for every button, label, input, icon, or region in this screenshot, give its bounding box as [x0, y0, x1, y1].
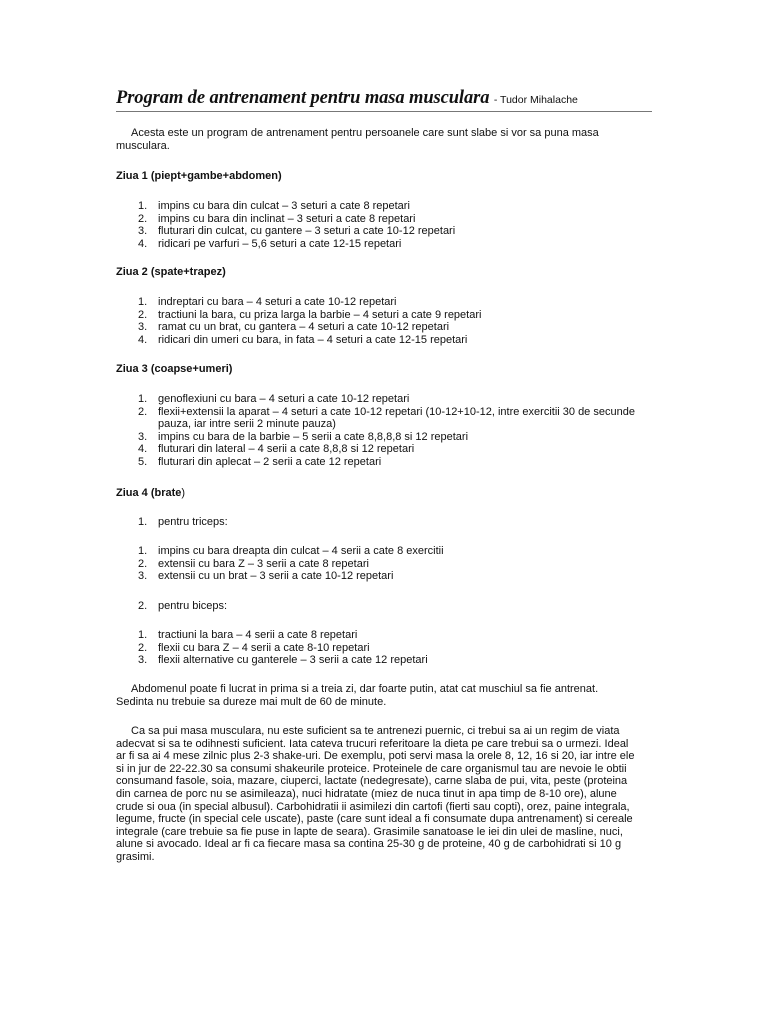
- biceps-list: [116, 629, 636, 667]
- list-item: 2. tractiuni la bara, cu priza larga la barbie – 4 seturi a cate 9 repetari: [138, 308, 482, 321]
- day-4-heading: Ziua 4 (brate): [116, 487, 186, 499]
- list-item: 5. fluturari din aplecat – 2 serii a cate 12 repetari: [138, 455, 382, 468]
- biceps-label: [116, 600, 636, 613]
- list-item: 4. ridicari pe varfuri – 5,6 seturi a cate 12-15 repetari: [138, 237, 402, 250]
- list-item: 1. impins cu bara dreapta din culcat – 4 serii a cate 8 exercitii: [138, 545, 444, 557]
- list-item: 2. flexii+extensii la aparat – 4 seturi a cate 10-12 repetari (10-12+10-12, intre exercitii 30 de secunde pauza, iar intre serii 2 minute pauza): [138, 405, 635, 431]
- list-item: 3. impins cu bara de la barbie – 5 serii a cate 8,8,8,8 si 12 repetari: [138, 430, 469, 443]
- list-item: 1. tractiuni la bara – 4 serii a cate 8 repetari: [138, 629, 358, 641]
- day-2-heading: Ziua 2 (spate+trapez): [116, 266, 226, 278]
- day-1-list: [116, 200, 636, 250]
- list-item: 2. extensii cu bara Z – 3 serii a cate 8 repetari: [138, 557, 369, 570]
- list-item: 4. ridicari din umeri cu bara, in fata – 4 seturi a cate 12-15 repetari: [138, 333, 468, 346]
- document-title: Program de antrenament pentru masa musculara: [116, 88, 490, 108]
- abdomen-note: Abdomenul poate fi lucrat in prima si a treia zi, dar foarte putin, atat cat muschiul sa fie antrenat. Sedinta nu trebuie sa dureze mai mult de 60 de minute.: [116, 683, 599, 708]
- list-item: 2. impins cu bara din inclinat – 3 seturi a cate 8 repetari: [138, 212, 416, 225]
- list-item: 4. fluturari din lateral – 4 serii a cate 8,8,8 si 12 repetari: [138, 443, 415, 456]
- list-item: 1. indreptari cu bara – 4 seturi a cate 10-12 repetari: [138, 296, 397, 308]
- list-item: 3. fluturari din culcat, cu gantere – 3 seturi a cate 10-12 repetari: [138, 225, 456, 238]
- triceps-label: [116, 516, 636, 529]
- title-row: [116, 88, 652, 112]
- list-item: 2. flexii cu bara Z – 4 serii a cate 8-10 repetari: [138, 641, 370, 654]
- triceps-list: [116, 545, 636, 583]
- day-2-list: [116, 296, 636, 346]
- day-1-heading: Ziua 1 (piept+gambe+abdomen): [116, 170, 282, 182]
- list-item: 2. pentru biceps:: [138, 600, 228, 612]
- list-item: 1. pentru triceps:: [138, 516, 228, 528]
- diet-paragraph: Ca sa pui masa musculara, nu este suficient sa te antrenezi puernic, ci trebui sa ai un regim de viata adecvat si sa te odihnesti suficient. Iata cateva trucuri referitoare la dieta pe care trebui sa o urmezi. Ideal ar fi sa ai 4 mese zilnic plus 2-3 shake-uri. De exemplu, poti servi masa la orele 8, 12, 16 si 20, iar intre ele si in jur de 22-22.30 sa consumi shakeurile proteice. Proteinele de care organismul tau are nevoie le obtii consumand fasole, soia, mazare, ciuperci, lactate (nedegresate), carne slaba de pui, vita, peste (proteina din carnea de porc nu se asimileaza), nuci hidratate (miez de nuca tinut in apa timp de 8-10 ore), alune crude si oua (in special albusul). Carbohidratii ii asimilezi din cartofi (fierti sau copti), orez, paine integrala, legume, fructe (in special cele uscate), paste (care sunt ideal a fi consumate dupa antrenament) si cereale integrale (care trebuie sa fie puse in lapte de seara). Grasimile sanatoase le iei din ulei de masline, nuci, alune si avocado. Ideal ar fi ca fiecare masa sa contina 25-30 g de proteine, 40 g de carbohidrati si 10 g grasimi.: [116, 725, 635, 863]
- document-author: - Tudor Mihalache: [493, 94, 578, 106]
- list-item: 3. flexii alternative cu ganterele – 3 serii a cate 12 repetari: [138, 654, 428, 667]
- day-3-heading: Ziua 3 (coapse+umeri): [116, 363, 233, 375]
- list-item: 3. ramat cu un brat, cu gantera – 4 seturi a cate 10-12 repetari: [138, 321, 450, 334]
- day-3-list: [116, 393, 636, 469]
- list-item: 1. genoflexiuni cu bara – 4 seturi a cate 10-12 repetari: [138, 393, 410, 405]
- list-item: 1. impins cu bara din culcat – 3 seturi a cate 8 repetari: [138, 200, 410, 212]
- list-item: 3. extensii cu un brat – 3 serii a cate 10-12 repetari: [138, 570, 394, 583]
- intro-paragraph: Acesta este un program de antrenament pentru persoanele care sunt slabe si vor sa puna masa musculara.: [116, 127, 599, 152]
